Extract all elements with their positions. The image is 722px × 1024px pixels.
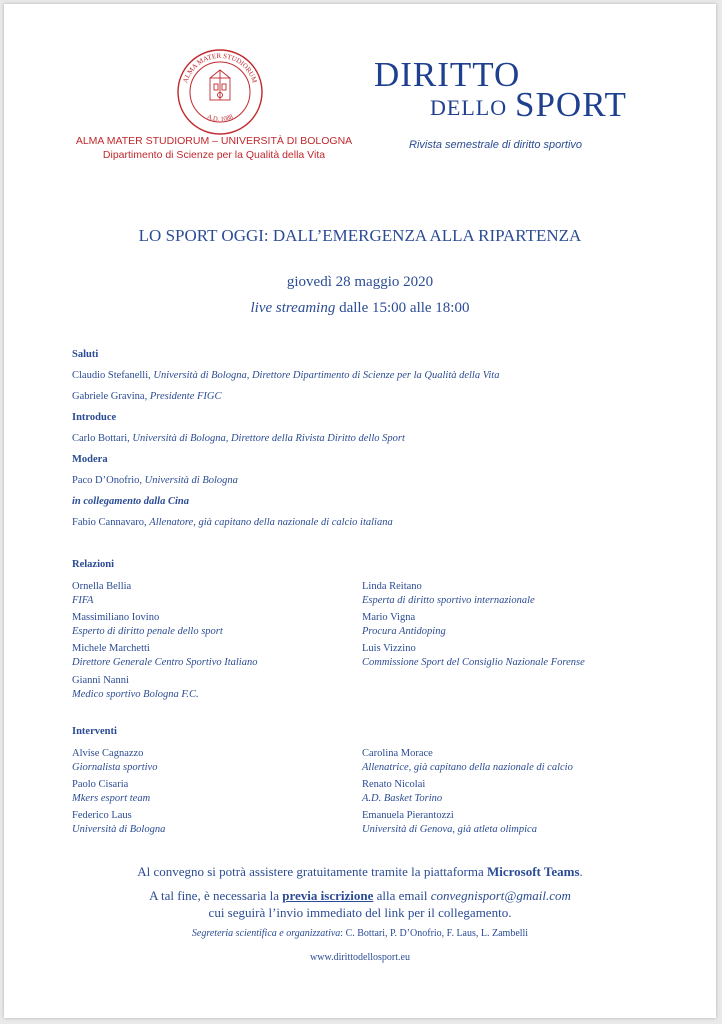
speaker-name: Gianni Nanni — [72, 675, 129, 686]
journal-tagline: Rivista semestrale di diritto sportivo — [409, 139, 583, 151]
speaker-role: Presidente FIGC — [149, 391, 222, 402]
registration-note-mid: alla email — [373, 888, 431, 903]
saluti-heading: Saluti — [72, 349, 99, 360]
speaker-name: Fabio Cannavaro, — [72, 517, 150, 528]
speaker-role: Esperto di diritto penale dello sport — [72, 626, 223, 637]
svg-text:ALMA MATER STUDIORUM: ALMA MATER STUDIORUM — [181, 51, 259, 85]
interventi-item — [362, 747, 573, 775]
introduce-item — [72, 433, 405, 444]
speaker-role: Direttore Generale Centro Sportivo Italiano — [72, 657, 258, 668]
interventi-item — [362, 809, 537, 837]
relazioni-item — [72, 580, 131, 608]
speaker-name: Mario Vigna — [362, 612, 416, 623]
speaker-name: Linda Reitano — [362, 581, 422, 592]
relazioni-item — [362, 642, 585, 670]
speaker-name: Carolina Morace — [362, 748, 433, 759]
registration-link[interactable]: previa iscrizione — [282, 888, 374, 903]
university-name: ALMA MATER STUDIORUM – UNIVERSITÀ DI BOLOGNA — [75, 135, 353, 147]
document-page — [4, 4, 716, 1018]
speaker-role: Mkers esport team — [72, 793, 151, 804]
registration-note — [4, 888, 716, 904]
journal-logo-dello: DELLO — [430, 95, 508, 120]
teams-note — [4, 864, 716, 880]
stream-hours: dalle 15:00 alle 18:00 — [335, 300, 470, 316]
speaker-role: Università di Genova, già atleta olimpica — [362, 824, 537, 835]
interventi-item — [72, 809, 165, 837]
relazioni-heading: Relazioni — [72, 559, 114, 570]
speaker-role: Procura Antidoping — [362, 626, 446, 637]
speaker-name: Claudio Stefanelli, — [72, 370, 154, 381]
platform-name: Microsoft Teams — [486, 864, 580, 879]
modera-heading: Modera — [72, 454, 108, 465]
relazioni-item — [362, 580, 535, 608]
teams-note-end: . — [579, 864, 583, 879]
speaker-role: Università di Bologna, Direttore della Rivista Diritto dello Sport — [132, 433, 405, 444]
speaker-role: Allenatore, già capitano della nazionale di calcio italiana — [149, 517, 393, 528]
speaker-role: Università di Bologna, Direttore Dipartimento di Scienze per la Qualità della Vita — [153, 370, 500, 381]
saluti-item — [72, 391, 221, 402]
relazioni-item — [72, 611, 223, 639]
speaker-role: Medico sportivo Bologna F.C. — [72, 689, 199, 700]
saluti-item — [72, 370, 499, 381]
introduce-heading: Introduce — [72, 412, 117, 423]
speaker-name: Paolo Cisaria — [72, 779, 129, 790]
speaker-role: FIFA — [72, 595, 94, 606]
speaker-role: Università di Bologna — [144, 475, 238, 486]
speaker-role: Università di Bologna — [72, 824, 166, 835]
link-note: cui seguirà l’invio immediato del link per il collegamento. — [208, 905, 512, 920]
speaker-name: Luis Vizzino — [362, 643, 416, 654]
registration-note-text: A tal fine, è necessaria la — [149, 888, 283, 903]
relazioni-item — [72, 642, 257, 670]
speaker-name: Federico Laus — [72, 810, 132, 821]
speaker-name: Paco D’Onofrio, — [72, 475, 145, 486]
teams-note-text: Al convegno si potrà assistere gratuitamente tramite la piattaforma — [137, 864, 487, 879]
segreteria-names: : C. Bottari, P. D’Onofrio, F. Laus, L. Zambelli — [340, 928, 529, 939]
event-time — [4, 300, 716, 317]
speaker-name: Carlo Bottari, — [72, 433, 133, 444]
department-name: Dipartimento di Scienze per la Qualità della Vita — [102, 149, 326, 161]
stream-label: live streaming — [250, 300, 336, 316]
speaker-role: Allenatrice, già capitano della nazionale di calcio — [362, 762, 573, 773]
segreteria-line — [4, 928, 716, 939]
interventi-heading: Interventi — [72, 726, 117, 737]
contact-email[interactable]: convegnisport@gmail.com — [430, 888, 571, 903]
speaker-name: Massimiliano Iovino — [72, 612, 160, 623]
university-seal-logo — [176, 48, 264, 136]
collegamento-item — [72, 517, 393, 528]
event-title: LO SPORT OGGI: DALL’EMERGENZA ALLA RIPARTENZA — [138, 226, 582, 245]
interventi-item — [72, 747, 157, 775]
speaker-name: Michele Marchetti — [72, 643, 150, 654]
interventi-item — [72, 778, 150, 806]
interventi-item — [362, 778, 442, 806]
event-date: giovedì 28 maggio 2020 — [286, 274, 434, 290]
speaker-name: Alvise Cagnazzo — [72, 748, 144, 759]
journal-logo-diritto: DIRITTO — [374, 55, 521, 94]
speaker-name: Renato Nicolai — [362, 779, 426, 790]
speaker-role: Esperta di diritto sportivo internazionale — [362, 595, 535, 606]
website-link[interactable]: www.dirittodellosport.eu — [310, 952, 410, 963]
journal-logo-sport: SPORT — [515, 85, 627, 124]
speaker-name: Ornella Bellia — [72, 581, 132, 592]
speaker-name: Gabriele Gravina, — [72, 391, 150, 402]
relazioni-item — [72, 674, 199, 702]
relazioni-item — [362, 611, 446, 639]
modera-item — [72, 475, 238, 486]
speaker-role: A.D. Basket Torino — [362, 793, 443, 804]
speaker-role: Giornalista sportivo — [72, 762, 158, 773]
svg-text:A.D. 1088: A.D. 1088 — [206, 113, 234, 124]
collegamento-heading: in collegamento dalla Cina — [72, 496, 189, 507]
speaker-name: Emanuela Pierantozzi — [362, 810, 454, 821]
segreteria-label: Segreteria scientifica e organizzativa — [191, 928, 341, 939]
speaker-role: Commissione Sport del Consiglio Nazionale Forense — [362, 657, 585, 668]
